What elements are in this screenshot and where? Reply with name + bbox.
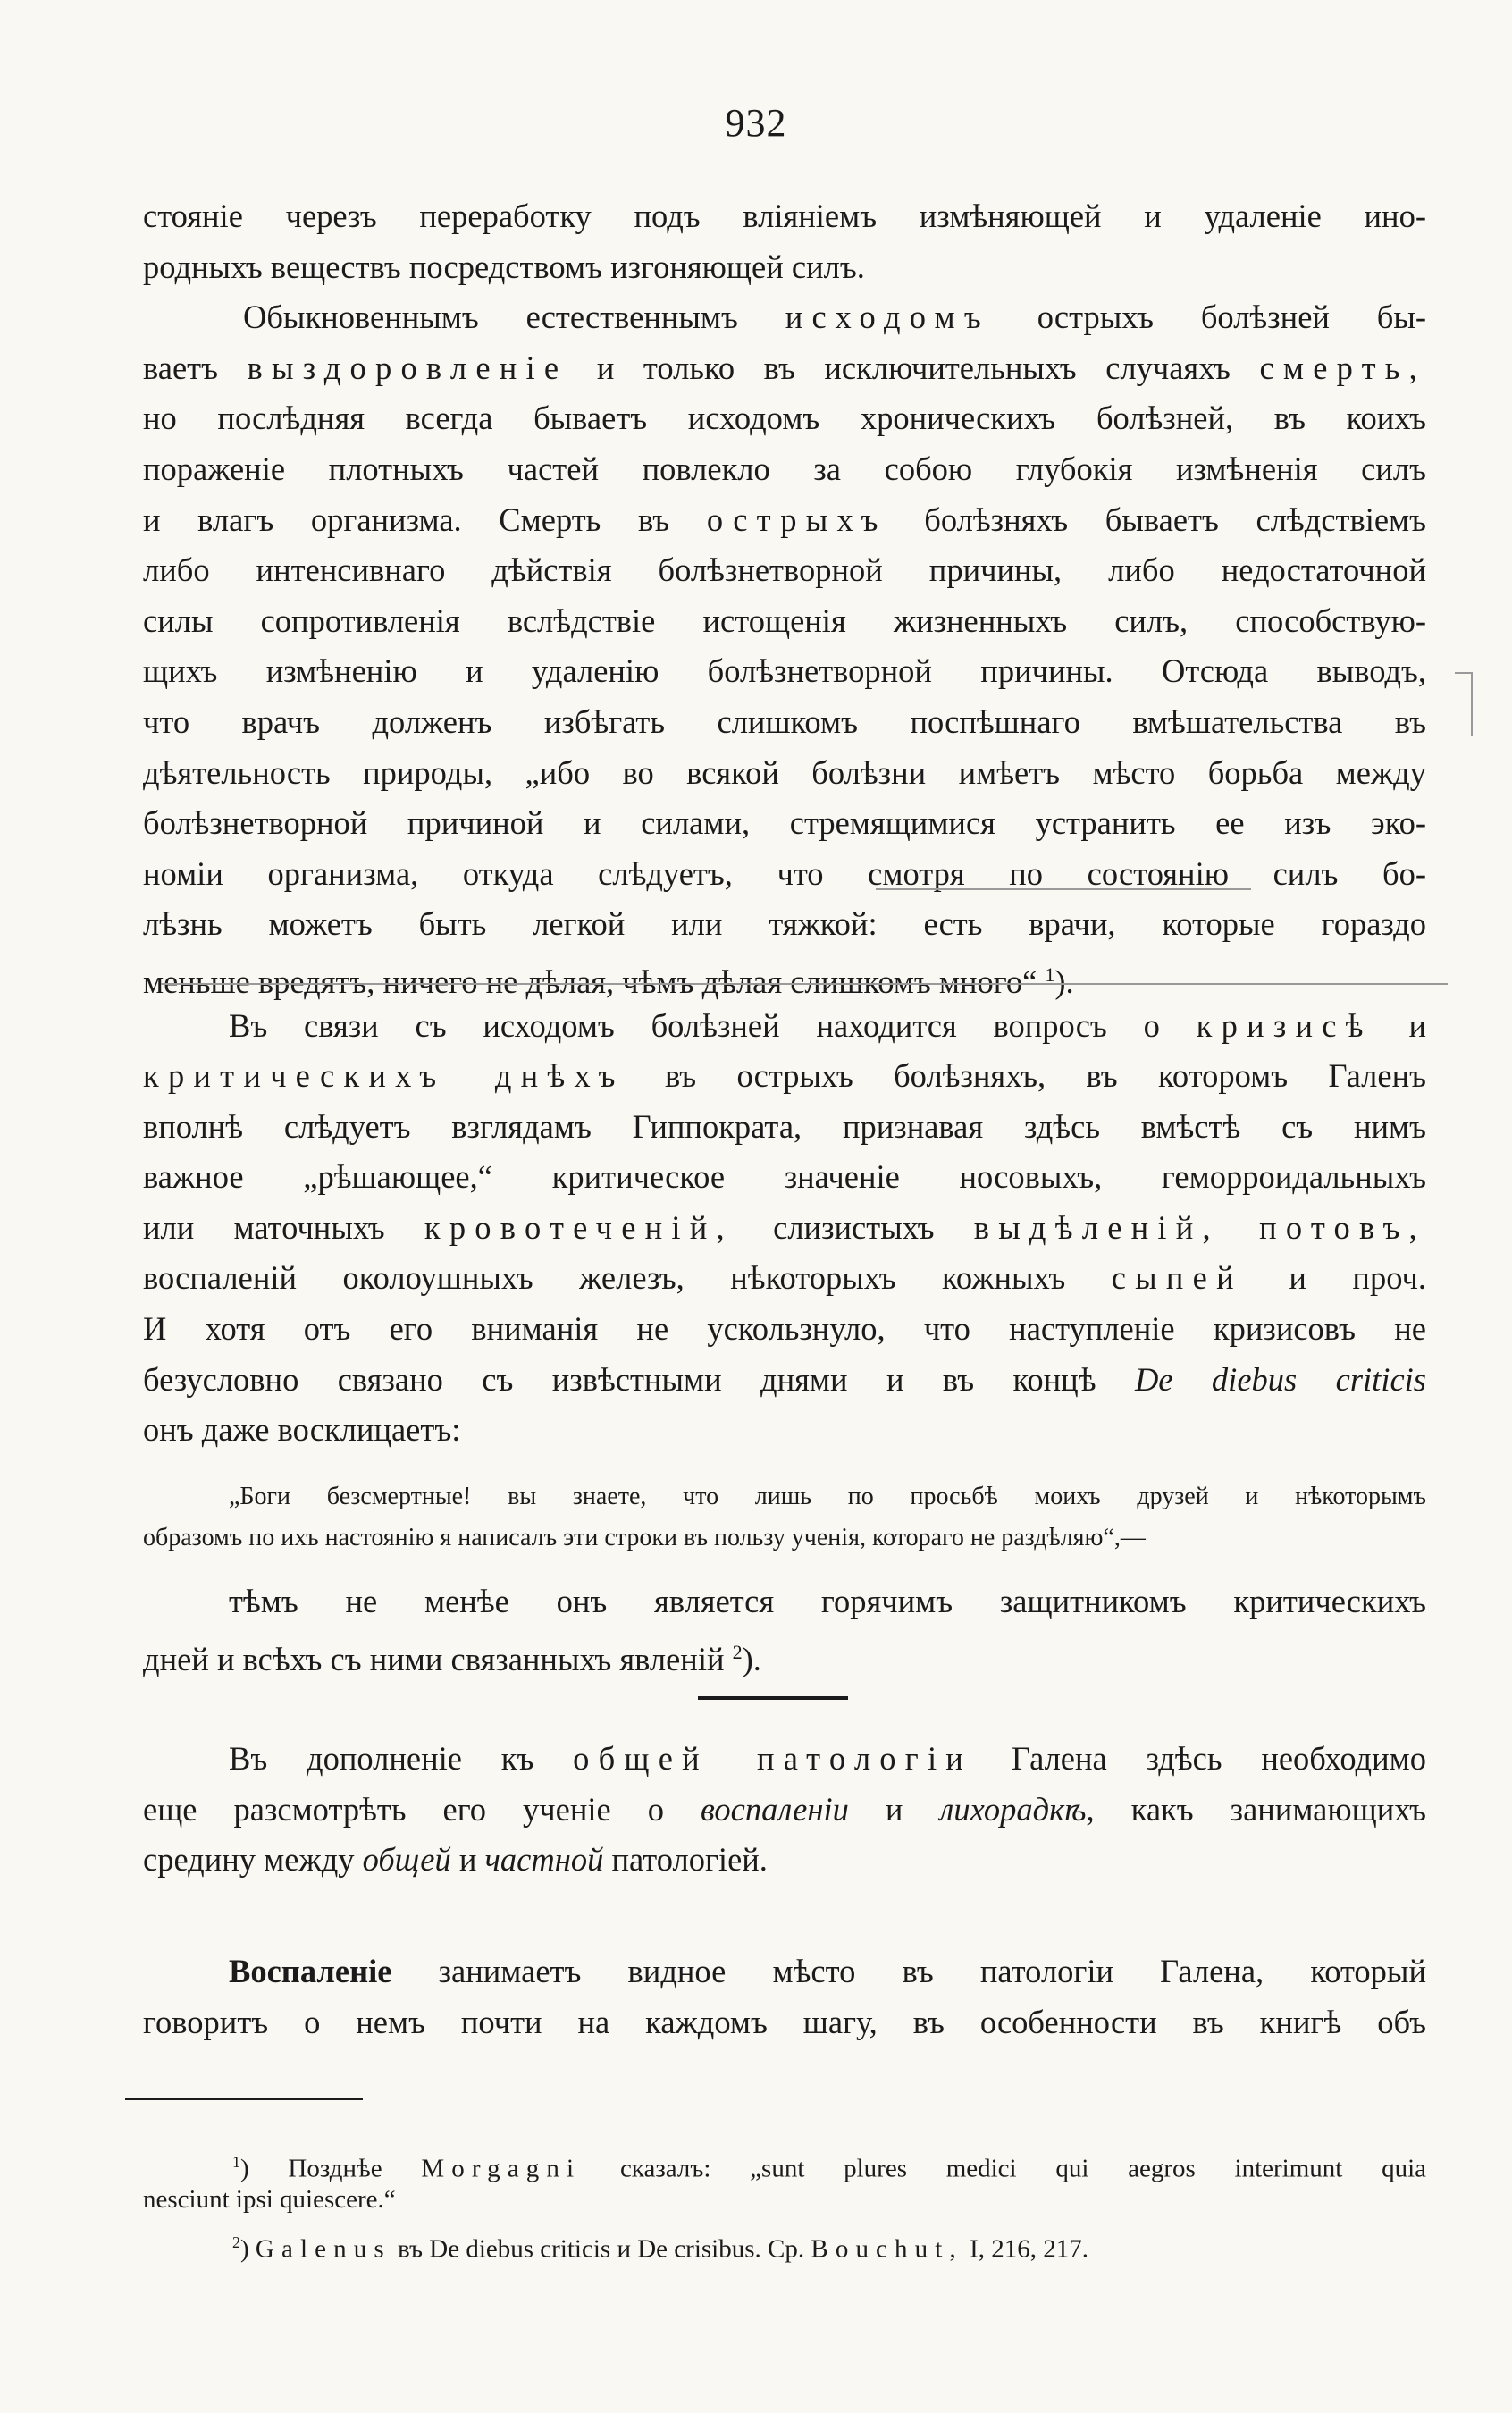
text-line: дѣятельность природы, „ибо во всякой болѣзни имѣетъ мѣсто борьба между	[143, 753, 1426, 791]
emphasis: острыхъ	[706, 500, 887, 538]
main-text-continued	[143, 1576, 1426, 1677]
text-line: тѣмъ не менѣе онъ является горячимъ защитникомъ критическихъ	[229, 1583, 1426, 1619]
text-line: средину между общей и частной патологіей.	[143, 1841, 768, 1879]
text-line: еще разсмотрѣть его ученіе о воспаленіи и лихорадкѣ, какъ занимающихъ	[143, 1790, 1427, 1828]
emphasis: потовъ,	[1259, 1208, 1426, 1246]
text-line: меньше вредятъ, ничего не дѣлая, чѣмъ дѣлая слишкомъ много“ $^1$).	[143, 963, 1074, 1001]
quote-line: образомъ по ихъ настоянію я написалъ эти строки въ пользу ученія, котораго не раздѣляю“,—	[143, 1524, 1146, 1551]
block-quote	[143, 1476, 1426, 1559]
footnote-ref: 1	[1045, 963, 1055, 986]
section-text	[143, 1734, 1426, 1886]
text-line: щихъ измѣненію и удаленію болѣзнетворной причины. Отсюда выводъ,	[143, 652, 1426, 690]
emphasis: выдѣленій,	[973, 1208, 1220, 1246]
emphasis: исходомъ	[785, 298, 990, 336]
text-line: стояніе черезъ переработку подъ вліяніемъ измѣняющей и удаленіе ино-	[143, 198, 1426, 234]
emphasis: общей патологіи	[573, 1740, 973, 1777]
text-line: И хотя отъ его вниманія не ускользнуло, что наступленіе кризисовъ не	[143, 1310, 1426, 1348]
text-line: болѣзнетворной причиной и силами, стремящимися устранить ее изъ эко-	[143, 804, 1426, 842]
author-name: Galenus	[255, 2234, 391, 2264]
text-line: воспаленій околоушныхъ железъ, нѣкоторыхъ кожныхъ сыпей и проч.	[143, 1259, 1426, 1297]
emphasis: выздоровленіе	[247, 349, 568, 386]
text-line: критическихъ днѣхъ въ острыхъ болѣзняхъ, въ которомъ Галенъ	[143, 1057, 1426, 1095]
footnote-1: $^1$) Позднѣе Morgagni сказалъ: „sunt plures medici qui aegros interimunt quia	[232, 2153, 1426, 2183]
text-line: родныхъ веществъ посредствомъ изгоняющей силъ.	[143, 248, 865, 285]
text-line: безусловно связано съ извѣстными днями и въ концѣ De diebus criticis	[143, 1360, 1427, 1398]
text-line: что врачъ долженъ избѣгать слишкомъ поспѣшнаго вмѣшательства въ	[143, 702, 1426, 740]
text-line: Обыкновеннымъ естественнымъ исходомъ острыхъ болѣзней бы-	[243, 298, 1427, 336]
emphasis: кризисѣ	[1196, 1006, 1373, 1044]
book-title: De diebus criticis	[1134, 1360, 1427, 1398]
text-line: ваетъ выздоровленіе и только въ исключительныхъ случаяхъ смерть,	[143, 349, 1427, 386]
footnote-rule	[125, 2098, 363, 2100]
text-line: дней и всѣхъ съ ними связанныхъ явленій $^2$).	[143, 1640, 761, 1677]
text-line: вполнѣ слѣдуетъ взглядамъ Гиппократа, признавая здѣсь вмѣстѣ съ нимъ	[143, 1107, 1426, 1145]
emphasis: частной	[484, 1841, 604, 1879]
text-line: номіи организма, откуда слѣдуетъ, что смотря по состоянію силъ бо-	[143, 854, 1426, 892]
text-line: онъ даже восклицаетъ:	[143, 1411, 461, 1449]
text-line: Въ связи съ исходомъ болѣзней находится вопросъ о кризисѣ и	[229, 1006, 1427, 1044]
page-number: 932	[725, 101, 787, 145]
quote-line: „Боги безсмертные! вы знаете, что лишь по просьбѣ моихъ друзей и нѣкоторымъ	[229, 1483, 1426, 1510]
text-line: но послѣдняя всегда бываетъ исходомъ хроническихъ болѣзней, въ коихъ	[143, 399, 1426, 437]
bold-term: Воспаленіе	[229, 1953, 392, 1989]
emphasis: кровотеченій,	[424, 1208, 734, 1246]
text-line: либо интенсивнаго дѣйствія болѣзнетворной причины, либо недостаточной	[143, 551, 1426, 589]
section-separator	[698, 1696, 848, 1700]
text-line: и влагъ организма. Смерть въ острыхъ болѣзняхъ бываетъ слѣдствіемъ	[143, 500, 1427, 538]
pencil-underline-mark	[161, 983, 1448, 985]
author-name: Bouchut,	[811, 2234, 963, 2264]
text-line: Воспаленіе занимаетъ видное мѣсто въ патологіи Галена, который	[229, 1953, 1426, 1989]
footnote-2: $^2$) Galenus въ De diebus criticis и De crisibus. Ср. Bouchut, I, 216, 217.	[232, 2233, 1089, 2264]
emphasis: общей	[362, 1841, 451, 1879]
emphasis: лихорадкѣ,	[939, 1790, 1095, 1828]
text-line: или маточныхъ кровотеченій, слизистыхъ выдѣленій, потовъ,	[143, 1208, 1426, 1246]
author-name: Morgagni	[421, 2154, 582, 2183]
pencil-underline-mark	[876, 888, 1251, 890]
text-line: Въ дополненіе къ общей патологіи Галена здѣсь необходимо	[229, 1740, 1426, 1777]
footnote-ref: 2	[732, 1640, 743, 1663]
text-line: силы сопротивленія вслѣдствіе истощенія жизненныхъ силъ, способствую-	[143, 601, 1426, 639]
text-line: говоритъ о немъ почти на каждомъ шагу, въ особенности въ книгѣ объ	[143, 2003, 1426, 2040]
text-line: лѣзнь можетъ быть легкой или тяжкой: есть врачи, которые гораздо	[143, 905, 1426, 943]
main-text	[143, 191, 1426, 1456]
emphasis: сыпей	[1111, 1259, 1243, 1297]
emphasis: смерть,	[1259, 349, 1427, 386]
footnotes	[143, 2143, 1426, 2264]
text-line: пораженіе плотныхъ частей повлекло за собою глубокія измѣненія силъ	[143, 450, 1426, 487]
text-line: важное „рѣшающее,“ критическое значеніе носовыхъ, геморроидальныхъ	[143, 1158, 1426, 1196]
section-text-2	[143, 1946, 1426, 2047]
emphasis: критическихъ днѣхъ	[143, 1057, 625, 1095]
pencil-bracket-mark	[1455, 672, 1473, 736]
emphasis: воспаленіи	[701, 1790, 849, 1828]
footnote-1-cont: nesciunt ipsi quiescere.“	[143, 2185, 396, 2214]
